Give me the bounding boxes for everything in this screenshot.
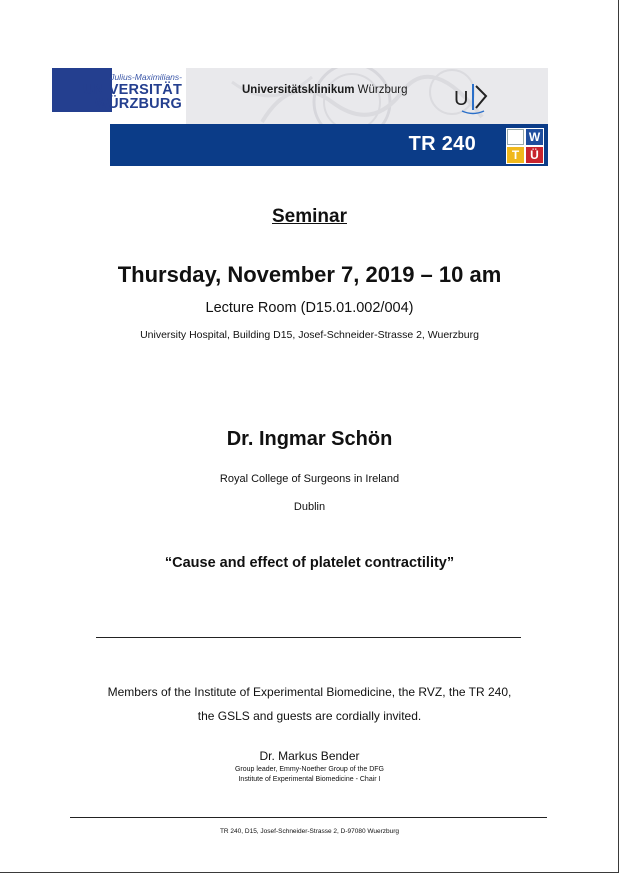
clinic-name xyxy=(242,84,408,96)
clinic-name-bold: Universitätsklinikum xyxy=(242,84,355,96)
wtu-logo-cell-u: Ü xyxy=(526,147,543,163)
tr240-label: TR 240 xyxy=(408,133,476,155)
header-banner xyxy=(52,68,548,166)
talk-title: “Cause and effect of platelet contractility” xyxy=(164,555,455,571)
svg-text:U: U xyxy=(454,88,469,110)
university-logo-line2: WÜRZBURG xyxy=(94,96,182,112)
event-kind-heading: Seminar xyxy=(272,206,347,227)
university-logo-line1: UNIVERSITÄT xyxy=(83,82,182,98)
header-gray-band xyxy=(52,68,548,124)
event-address: University Hospital, Building D15, Josef-Schneider-Strasse 2, Wuerzburg xyxy=(140,329,479,341)
host-role-2: Institute of Experimental Biomedicine - Chair I xyxy=(238,776,381,783)
header-blue-band xyxy=(110,124,548,166)
host-name: Dr. Markus Bender xyxy=(259,749,360,763)
invitation-line-2: the GSLS and guests are cordially invited. xyxy=(197,709,422,723)
speaker-city: Dublin xyxy=(293,501,326,513)
university-logo-subtitle: Julius-Maximilians- xyxy=(110,72,182,82)
university-logo xyxy=(52,68,186,124)
footer-divider xyxy=(70,817,547,818)
event-room: Lecture Room (D15.01.002/004) xyxy=(205,300,414,316)
clinic-name-light: Würzburg xyxy=(354,84,408,96)
host-role-1: Group leader, Emmy-Noether Group of the DFG xyxy=(234,766,384,773)
wtu-logo xyxy=(506,128,544,164)
invitation-line-1: Members of the Institute of Experimental Biomedicine, the RVZ, the TR 240, xyxy=(107,685,512,699)
footer-address: TR 240, D15, Josef-Schneider-Strasse 2, D-97080 Wuerzburg xyxy=(219,828,400,835)
speaker-affiliation: Royal College of Surgeons in Ireland xyxy=(219,473,400,485)
wtu-logo-cell-t: T xyxy=(507,147,524,163)
uk-logo-icon xyxy=(452,78,496,116)
section-divider xyxy=(96,637,521,638)
wtu-logo-cell-1 xyxy=(507,129,524,145)
wtu-logo-cell-w: W xyxy=(526,129,543,145)
event-date-time: Thursday, November 7, 2019 – 10 am xyxy=(117,262,502,287)
speaker-name: Dr. Ingmar Schön xyxy=(226,428,393,450)
